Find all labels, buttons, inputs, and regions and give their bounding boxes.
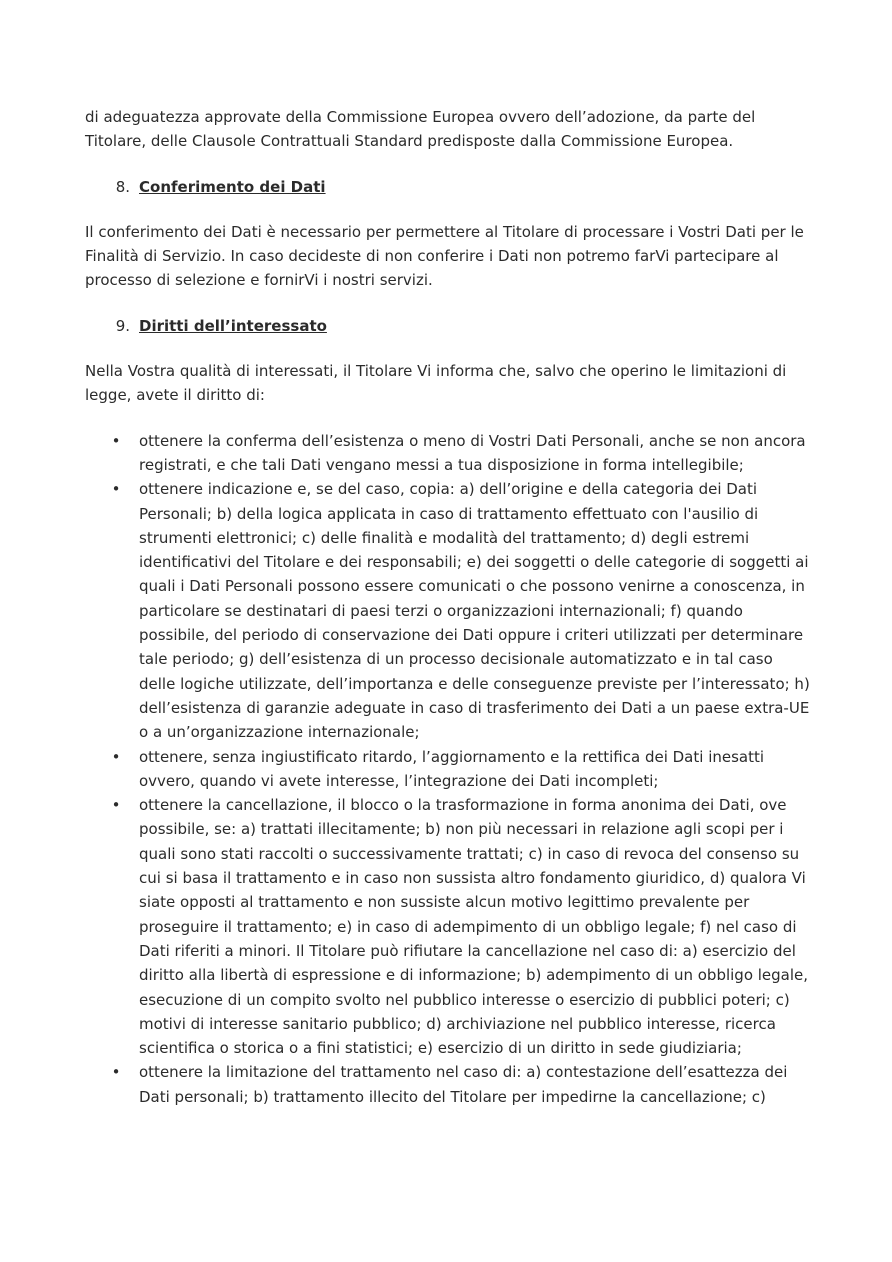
list-item-text: ottenere la limitazione del trattamento nel caso di: a) contestazione dell’esattezza dei Dati personali; b) trattamento illecito del Titolare per impedirne la cancellazione; c) bbox=[139, 1063, 788, 1106]
section-8-title: Conferimento dei Dati bbox=[139, 177, 326, 196]
section-8-text: Il conferimento dei Dati è necessario per permettere al Titolare di processare i Vostri Dati per le Finalità di Servizio. In caso decideste di non conferire i Dati non potremo farVi partecipare al processo di selezione e fornirVi i nostri servizi. bbox=[85, 222, 804, 290]
list-item-text: ottenere, senza ingiustificato ritardo, l’aggiornamento e la rettifica dei Dati inesatti ovvero, quando vi avete interesse, l’integrazione dei Dati incompleti; bbox=[139, 747, 765, 790]
list-item bbox=[85, 793, 810, 1060]
section-8-number: 8. bbox=[115, 177, 130, 196]
section-9-heading bbox=[85, 314, 810, 338]
list-item bbox=[85, 429, 810, 478]
section-9-text: Nella Vostra qualità di interessati, il Titolare Vi informa che, salvo che operino le limitazioni di legge, avete il diritto di: bbox=[85, 362, 787, 405]
bullet-icon: • bbox=[111, 796, 121, 815]
list-item bbox=[85, 1060, 810, 1109]
section-8-heading bbox=[85, 175, 810, 199]
paragraph-intro: di adeguatezza approvate della Commissione Europea ovvero dell’adozione, da parte del Titolare, delle Clausole Contrattuali Standard predisposte dalla Commissione Europea. bbox=[85, 108, 756, 151]
section-9-title: Diritti dell’interessato bbox=[139, 316, 327, 335]
list-item-text: ottenere la conferma dell’esistenza o meno di Vostri Dati Personali, anche se non ancora registrati, e che tali Dati vengano messi a tua disposizione in forma intellegibile; bbox=[139, 431, 806, 474]
bullet-icon: • bbox=[111, 1063, 121, 1082]
list-item-text: ottenere la cancellazione, il blocco o la trasformazione in forma anonima dei Dati, ove possibile, se: a) trattati illecitamente; b) non più necessari in relazione agli scopi per i quali sono stati raccolti o successivamente trattati; c) in caso di revoca del consenso su cui si basa il trattamento e in caso non sussista altro fondamento giuridico, d) qualora Vi siate opposti al trattamento e non sussiste alcun motivo legittimo prevalente per proseguire il trattamento; e) in caso di adempimento di un obbligo legale; f) nel caso di Dati riferiti a minori. Il Titolare può rifiutare la cancellazione nel caso di: a) esercizio del diritto alla libertà di espressione e di informazione; b) adempimento di un obbligo legale, esecuzione di un compito svolto nel pubblico interesse o esercizio di pubblici poteri; c) motivi di interesse sanitario pubblico; d) archiviazione nel pubblico interesse, ricerca scientifica o storica o a fini statistici; e) esercizio di un diritto in sede giudiziaria; bbox=[139, 796, 809, 1058]
bullet-icon: • bbox=[111, 431, 121, 450]
list-item bbox=[85, 477, 810, 744]
section-9-number: 9. bbox=[115, 316, 130, 335]
list-item bbox=[85, 745, 810, 794]
bullet-icon: • bbox=[111, 480, 121, 499]
rights-list bbox=[85, 429, 810, 1109]
bullet-icon: • bbox=[111, 747, 121, 766]
list-item-text: ottenere indicazione e, se del caso, copia: a) dell’origine e della categoria dei Dati Personali; b) della logica applicata in caso di trattamento effettuato con l'ausilio di strumenti elettronici; c) delle finalità e modalità del trattamento; d) degli estremi identificativi del Titolare e dei responsabili; e) dei soggetti o delle categorie di soggetti ai quali i Dati Personali possono essere comunicati o che possono venirne a conoscenza, in particolare se destinatari di paesi terzi o organizzazioni internazionali; f) quando possibile, del periodo di conservazione dei Dati oppure i criteri utilizzati per determinare tale periodo; g) dell’esistenza di un processo decisionale automatizzato e in tal caso delle logiche utilizzate, dell’importanza e delle conseguenze previste per l’interessato; h) dell’esistenza di garanzie adeguate in caso di trasferimento dei Dati a un paese extra-UE o a un’organizzazione internazionale; bbox=[139, 480, 810, 742]
document-page bbox=[85, 105, 810, 1109]
